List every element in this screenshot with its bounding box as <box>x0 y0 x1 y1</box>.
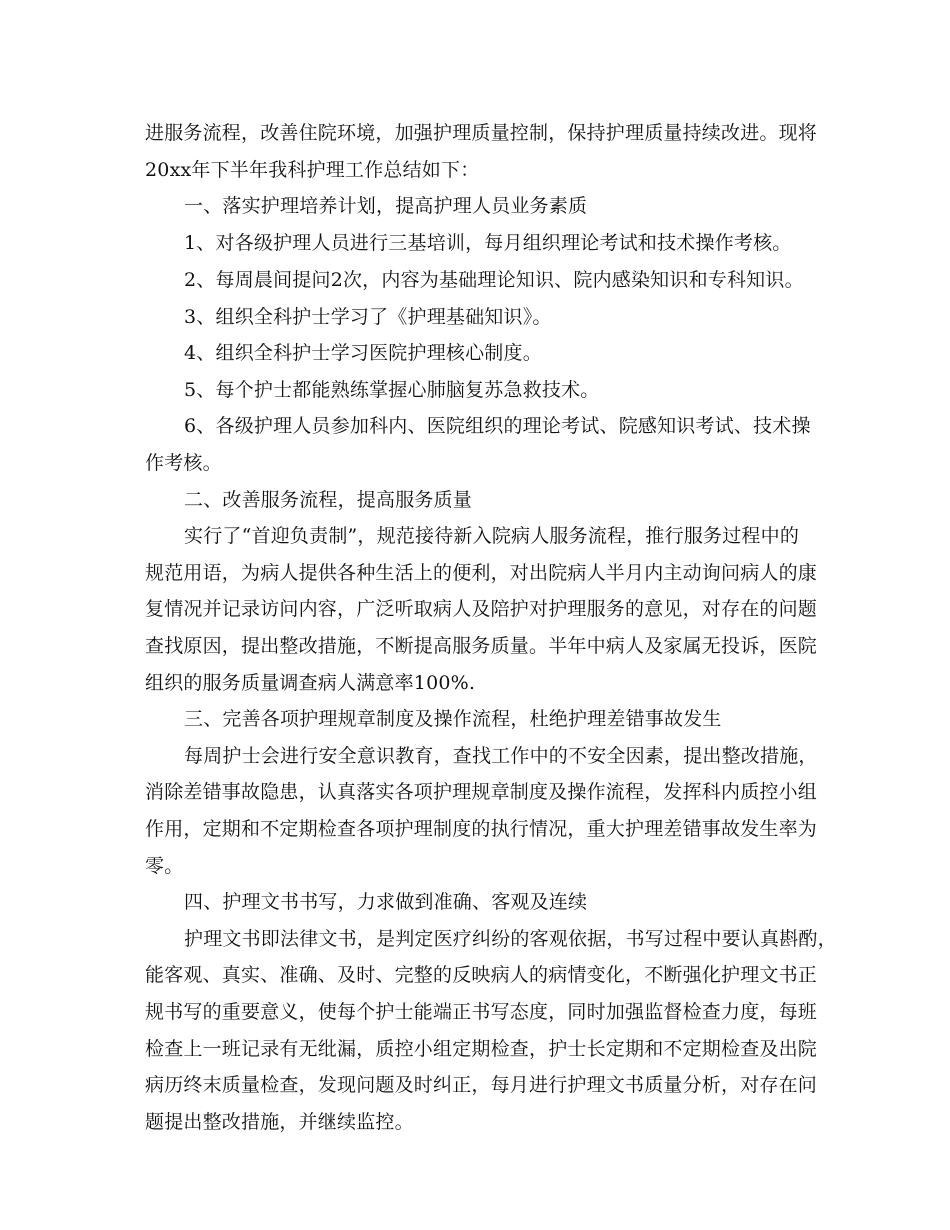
body-text-line: 实行了“首迎负责制”，规范接待新入院病人服务流程，推行服务过程中的 <box>184 525 800 547</box>
section-heading: 二、改善服务流程，提高服务质量 <box>184 489 473 511</box>
list-item: 5、每个护士都能熟练掌握心肺脑复苏急救技术。 <box>184 379 600 401</box>
body-text-line: 规书写的重要意义，使每个护士能端正书写态度，同时加强监督检查力度，每班 <box>145 1001 818 1023</box>
body-text-line: 能客观、真实、准确、及时、完整的反映病人的病情变化，不断强化护理文书正 <box>145 964 818 986</box>
body-text-line: 查找原因，提出整改措施，不断提高服务质量。半年中病人及家属无投诉，医院 <box>145 635 818 657</box>
list-item: 3、组织全科护士学习了《护理基础知识》。 <box>184 306 552 328</box>
body-text-line: 规范用语，为病人提供各种生活上的便利，对出院病人半月内主动询问病人的康 <box>145 562 818 584</box>
list-item: 6、各级护理人员参加科内、医院组织的理论考试、院感知识考试、技术操 <box>184 415 811 437</box>
body-text-line: 复情况并记录访问内容，广泛听取病人及陪护对护理服务的意见，对存在的问题 <box>145 598 818 620</box>
body-text-line: 进服务流程，改善住院环境，加强护理质量控制，保持护理质量持续改进。现将 <box>145 122 818 144</box>
body-text-line: 作考核。 <box>145 452 222 474</box>
body-text-line: 20xx年下半年我科护理工作总结如下： <box>145 159 480 181</box>
section-heading: 一、落实护理培养计划，提高护理人员业务素质 <box>184 195 588 217</box>
body-text-line: 护理文书即法律文书，是判定医疗纠纷的客观依据，书写过程中要认真斟酌， <box>184 928 837 950</box>
body-text-line: 检查上一班记录有无纰漏，质控小组定期检查，护士长定期和不定期检查及出院 <box>145 1038 818 1060</box>
list-item: 4、组织全科护士学习医院护理核心制度。 <box>184 342 542 364</box>
body-text-line: 病历终末质量检查，发现问题及时纠正，每月进行护理文书质量分析，对存在问 <box>145 1074 818 1096</box>
section-heading: 三、完善各项护理规章制度及操作流程，杜绝护理差错事故发生 <box>184 708 722 730</box>
body-text-line: 题提出整改措施，并继续监控。 <box>145 1111 414 1133</box>
body-text-line: 每周护士会进行安全意识教育，查找工作中的不安全因素，提出整改措施， <box>184 745 818 767</box>
list-item: 2、每周晨间提问2次，内容为基础理论知识、院内感染知识和专科知识。 <box>184 269 804 291</box>
body-text-line: 作用，定期和不定期检查各项护理制度的执行情况，重大护理差错事故发生率为 <box>145 818 818 840</box>
body-text-line: 消除差错事故隐患，认真落实各项护理规章制度及操作流程，发挥科内质控小组 <box>145 781 818 803</box>
body-text-line: 零。 <box>145 855 184 877</box>
section-heading: 四、护理文书书写，力求做到准确、客观及连续 <box>184 891 588 913</box>
body-text-line: 组织的服务质量调查病人满意率100%. <box>145 672 476 694</box>
list-item: 1、对各级护理人员进行三基培训，每月组织理论考试和技术操作考核。 <box>184 232 792 254</box>
